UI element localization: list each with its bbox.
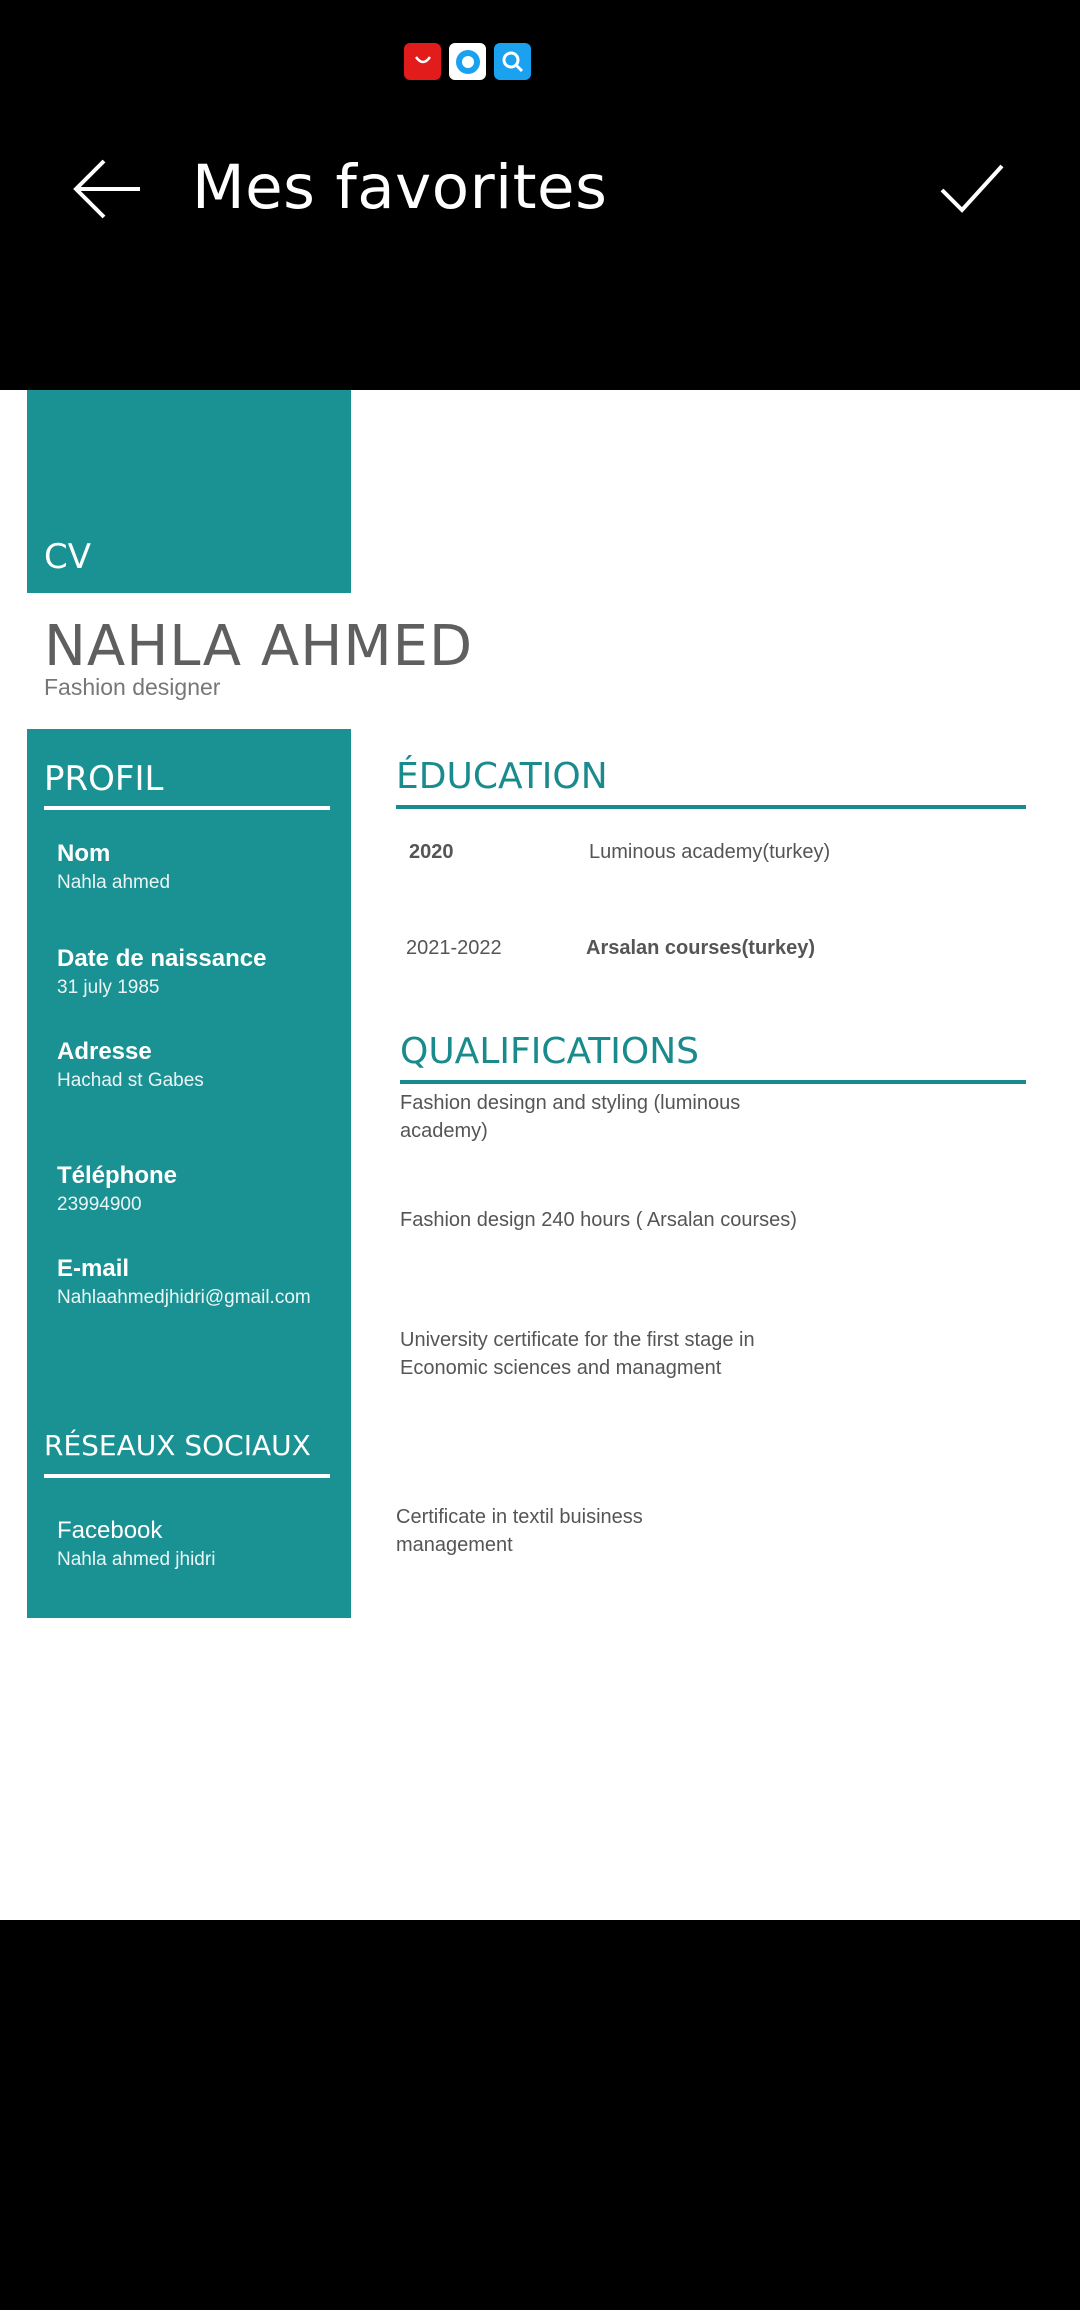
profile-sidebar — [27, 729, 351, 1618]
social-heading: RÉSEAUX SOCIAUX — [44, 1429, 311, 1462]
birthdate-label: Date de naissance — [57, 945, 267, 972]
qualification-item: Fashion desingn and styling (luminous academy) — [400, 1092, 741, 1142]
back-button[interactable] — [70, 154, 146, 224]
qualification-item: Fashion design 240 hours ( Arsalan courses) — [400, 1209, 797, 1231]
qualification-item: University certificate for the first stage in Economic sciences and managment — [400, 1329, 755, 1379]
aliexpress-app-icon — [404, 43, 441, 80]
education-place: Luminous academy(turkey) — [589, 841, 831, 863]
qualification-item: Certificate in textil buisiness management — [396, 1506, 643, 1556]
person-role: Fashion designer — [44, 674, 221, 700]
top-toolbar — [0, 140, 1080, 240]
phone-value: 23994900 — [57, 1194, 142, 1215]
profile-heading: PROFIL — [44, 759, 164, 799]
search-app-icon — [494, 43, 531, 80]
cv-header-box — [27, 390, 351, 593]
chat-app-icon — [449, 43, 486, 80]
confirm-button[interactable] — [934, 154, 1010, 224]
qualifications-divider — [400, 1080, 1026, 1084]
email-label: E-mail — [57, 1255, 130, 1282]
facebook-value: Nahla ahmed jhidri — [57, 1549, 216, 1570]
birthdate-value: 31 july 1985 — [57, 977, 160, 998]
facebook-label: Facebook — [57, 1517, 163, 1544]
check-icon — [934, 154, 1010, 224]
address-label: Adresse — [57, 1038, 152, 1065]
phone-label: Téléphone — [57, 1162, 178, 1189]
education-heading: ÉDUCATION — [396, 756, 608, 797]
name-value: Nahla ahmed — [57, 872, 171, 893]
address-value: Hachad st Gabes — [57, 1070, 204, 1091]
cv-label: CV — [44, 537, 91, 577]
status-bar-icons — [404, 43, 531, 80]
arrow-left-icon — [70, 154, 146, 224]
education-divider — [396, 805, 1026, 809]
person-name: NAHLA AHMED — [44, 614, 474, 679]
page-title: Mes favorites — [192, 152, 608, 223]
cv-document — [0, 390, 1080, 1920]
education-year: 2021-2022 — [406, 937, 502, 959]
name-label: Nom — [57, 840, 111, 867]
qualifications-heading: QUALIFICATIONS — [400, 1031, 700, 1072]
education-year: 2020 — [409, 841, 454, 863]
email-value: Nahlaahmedjhidri@gmail.com — [57, 1287, 311, 1308]
social-divider — [44, 1474, 330, 1478]
profile-divider — [44, 806, 330, 810]
education-place: Arsalan courses(turkey) — [586, 937, 815, 959]
